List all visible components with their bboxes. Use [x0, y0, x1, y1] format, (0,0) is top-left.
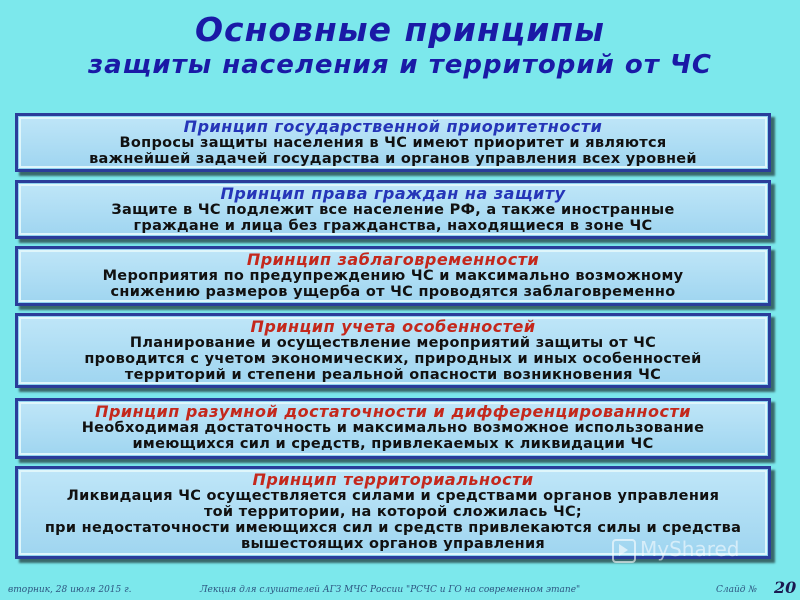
principle-box-priority — [15, 113, 771, 172]
principle-heading: Принцип учета особенностей — [250, 317, 536, 336]
principle-heading: Принцип заблаговременности — [246, 250, 540, 269]
footer-date: вторник, 28 июля 2015 г. — [8, 585, 132, 595]
principle-text-line: снижению размеров ущерба от ЧС проводятся заблаговременно — [110, 284, 676, 300]
principle-text-line: территорий и степени реальной опасности возникновения ЧС — [124, 367, 662, 383]
slide-title: Основные принципы — [194, 10, 606, 49]
principle-heading: Принцип разумной достаточности и дифференцированности — [95, 402, 691, 421]
principle-text-line: вышестоящих органов управления — [240, 536, 546, 552]
slide-number: 20 — [774, 578, 797, 597]
principle-text-line: Ликвидация ЧС осуществляется силами и средствами органов управления — [66, 488, 720, 504]
principle-text-line: Необходимая достаточность и максимально возможное использование — [81, 420, 705, 436]
principle-heading: Принцип территориальности — [252, 470, 534, 489]
principle-heading: Принцип права граждан на защиту — [220, 184, 566, 203]
slide-subtitle: защиты населения и территорий от ЧС — [88, 50, 712, 80]
watermark-logo — [612, 537, 782, 565]
principle-box-advance — [15, 246, 771, 306]
principle-box-features — [15, 313, 771, 388]
footer-slide-label: Слайд № — [716, 585, 757, 595]
principle-box-sufficiency — [15, 398, 771, 459]
watermark-text: MyShared — [640, 537, 740, 561]
principle-text-line: Защите в ЧС подлежит все население РФ, а также иностранные — [111, 202, 675, 218]
principle-text-line: проводится с учетом экономических, природных и иных особенностей — [84, 351, 702, 367]
principle-heading: Принцип государственной приоритетности — [183, 117, 603, 136]
principle-text-line: важнейшей задачей государства и органов управления всех уровней — [89, 151, 697, 167]
principle-text-line: Вопросы защиты населения в ЧС имеют приоритет и являются — [119, 135, 667, 151]
play-icon — [612, 539, 636, 563]
principle-text-line: граждане и лица без гражданства, находящиеся в зоне ЧС — [133, 218, 653, 234]
principle-text-line: при недостаточности имеющихся сил и средств привлекаются силы и средства — [44, 520, 742, 536]
principle-text-line: Мероприятия по предупреждению ЧС и максимально возможному — [102, 268, 684, 284]
principle-text-line: Планирование и осуществление мероприятий защиты от ЧС — [129, 335, 657, 351]
principle-text-line: имеющихся сил и средств, привлекаемых к ликвидации ЧС — [132, 436, 654, 452]
footer-lecture: Лекция для слушателей АГЗ МЧС России "РСЧС и ГО на современном этапе" — [200, 585, 581, 595]
principle-text-line: той территории, на которой сложилась ЧС; — [203, 504, 583, 520]
principle-box-right-to-protection — [15, 180, 771, 239]
